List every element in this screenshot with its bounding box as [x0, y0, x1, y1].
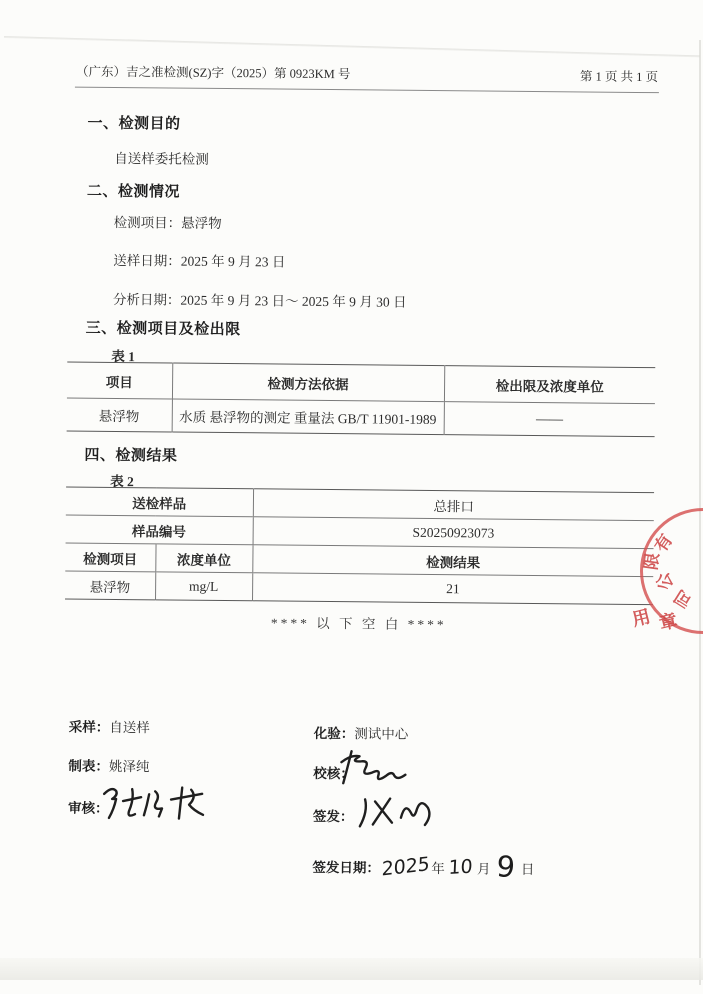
section3-title: 三、检测项目及检出限	[85, 320, 241, 339]
seal-char-2: 限	[641, 551, 663, 572]
sample-no-label: 样品编号	[66, 515, 253, 545]
reviewer-signature	[99, 782, 209, 827]
issue-date-field	[312, 845, 535, 885]
page-header	[76, 62, 658, 86]
sample-value: 总排口	[253, 489, 654, 521]
sample-date-line: 送样日期：2025 年 9 月 23 日	[113, 252, 286, 270]
table2-data-row	[65, 571, 653, 605]
table2-caption: 表 2	[110, 473, 134, 490]
table1-item-value: 悬浮物	[67, 398, 172, 432]
lab-label: 化验：	[313, 725, 355, 742]
sampling-field	[69, 716, 150, 737]
result-item: 悬浮物	[65, 571, 155, 600]
table1-col-item: 项目	[105, 374, 133, 390]
reviewed-label: 审核：	[67, 800, 109, 816]
table1-col-limit: 检出限及浓度单位	[444, 366, 655, 404]
table1-col-method: 检测方法依据	[172, 363, 444, 402]
table2-col-item: 检测项目	[65, 543, 155, 572]
table1-header-row	[67, 362, 655, 404]
issue-date-day-handwritten: 9	[495, 849, 517, 885]
result-value: 21	[252, 573, 653, 605]
issued-by-field	[313, 805, 354, 825]
checked-label: 校核：	[313, 765, 354, 782]
issue-date-year-handwritten: 2025	[380, 852, 430, 881]
seal-char-3: 公	[652, 569, 677, 593]
seal-char-1: 有	[651, 530, 677, 556]
test-item-line: 检测项目：悬浮物	[113, 214, 222, 231]
lab-value: 测试中心	[354, 726, 409, 742]
page-number-info: 第 1 页 共 1 页	[579, 69, 659, 85]
section4-title: 四、检测结果	[84, 447, 178, 465]
seal-bottom-char-2: 章	[657, 610, 680, 634]
issued-label: 签发：	[312, 808, 354, 825]
lab-field	[314, 722, 409, 743]
prepared-label: 制表：	[68, 758, 109, 774]
table1-data-row	[67, 398, 655, 437]
prepared-by-field	[68, 755, 149, 776]
prepared-value: 姚泽纯	[108, 758, 150, 775]
section1-body: 自送样委托检测	[114, 150, 209, 167]
issue-date-label: 签发日期：	[312, 859, 381, 876]
sample-label: 送检样品	[132, 495, 187, 512]
analysis-date-line: 分析日期：2025 年 9 月 23 日～ 2025 年 9 月 30 日	[112, 291, 407, 310]
table2-col-result: 检测结果	[252, 545, 653, 577]
table1-method-limits	[67, 362, 656, 438]
blank-below-note: **** 以 下 空 白 ****	[270, 615, 447, 633]
checker-signature	[337, 746, 415, 789]
header-rule	[75, 87, 659, 94]
table2-results	[65, 487, 654, 606]
section2-title: 二、检测情况	[86, 183, 181, 201]
seal-char-4: 司	[670, 585, 696, 611]
table1-caption: 表 1	[111, 348, 136, 365]
month-unit: 月	[476, 861, 491, 877]
day-unit: 日	[520, 861, 535, 878]
table1-method-value: 水质 悬浮物的测定 重量法 GB/T 11901-1989	[172, 399, 444, 435]
sample-no-value: S20250923073	[253, 517, 654, 549]
seal-bottom-char-1: 用	[630, 606, 653, 630]
report-reference-number: （广东）吉之准检测(SZ)字（2025）第 0923KM 号	[76, 64, 351, 82]
issuer-signature	[353, 791, 438, 834]
year-unit: 年	[431, 861, 445, 877]
section1-title: 一、检测目的	[87, 115, 181, 133]
table1-limit-value: ——	[444, 402, 655, 437]
result-unit: mg/L	[155, 572, 252, 601]
issue-date-month-handwritten: 10	[448, 855, 474, 880]
sampling-label: 采样：	[68, 719, 110, 735]
sampling-value: 自送样	[109, 719, 150, 736]
table2-col-unit: 浓度单位	[155, 544, 252, 573]
